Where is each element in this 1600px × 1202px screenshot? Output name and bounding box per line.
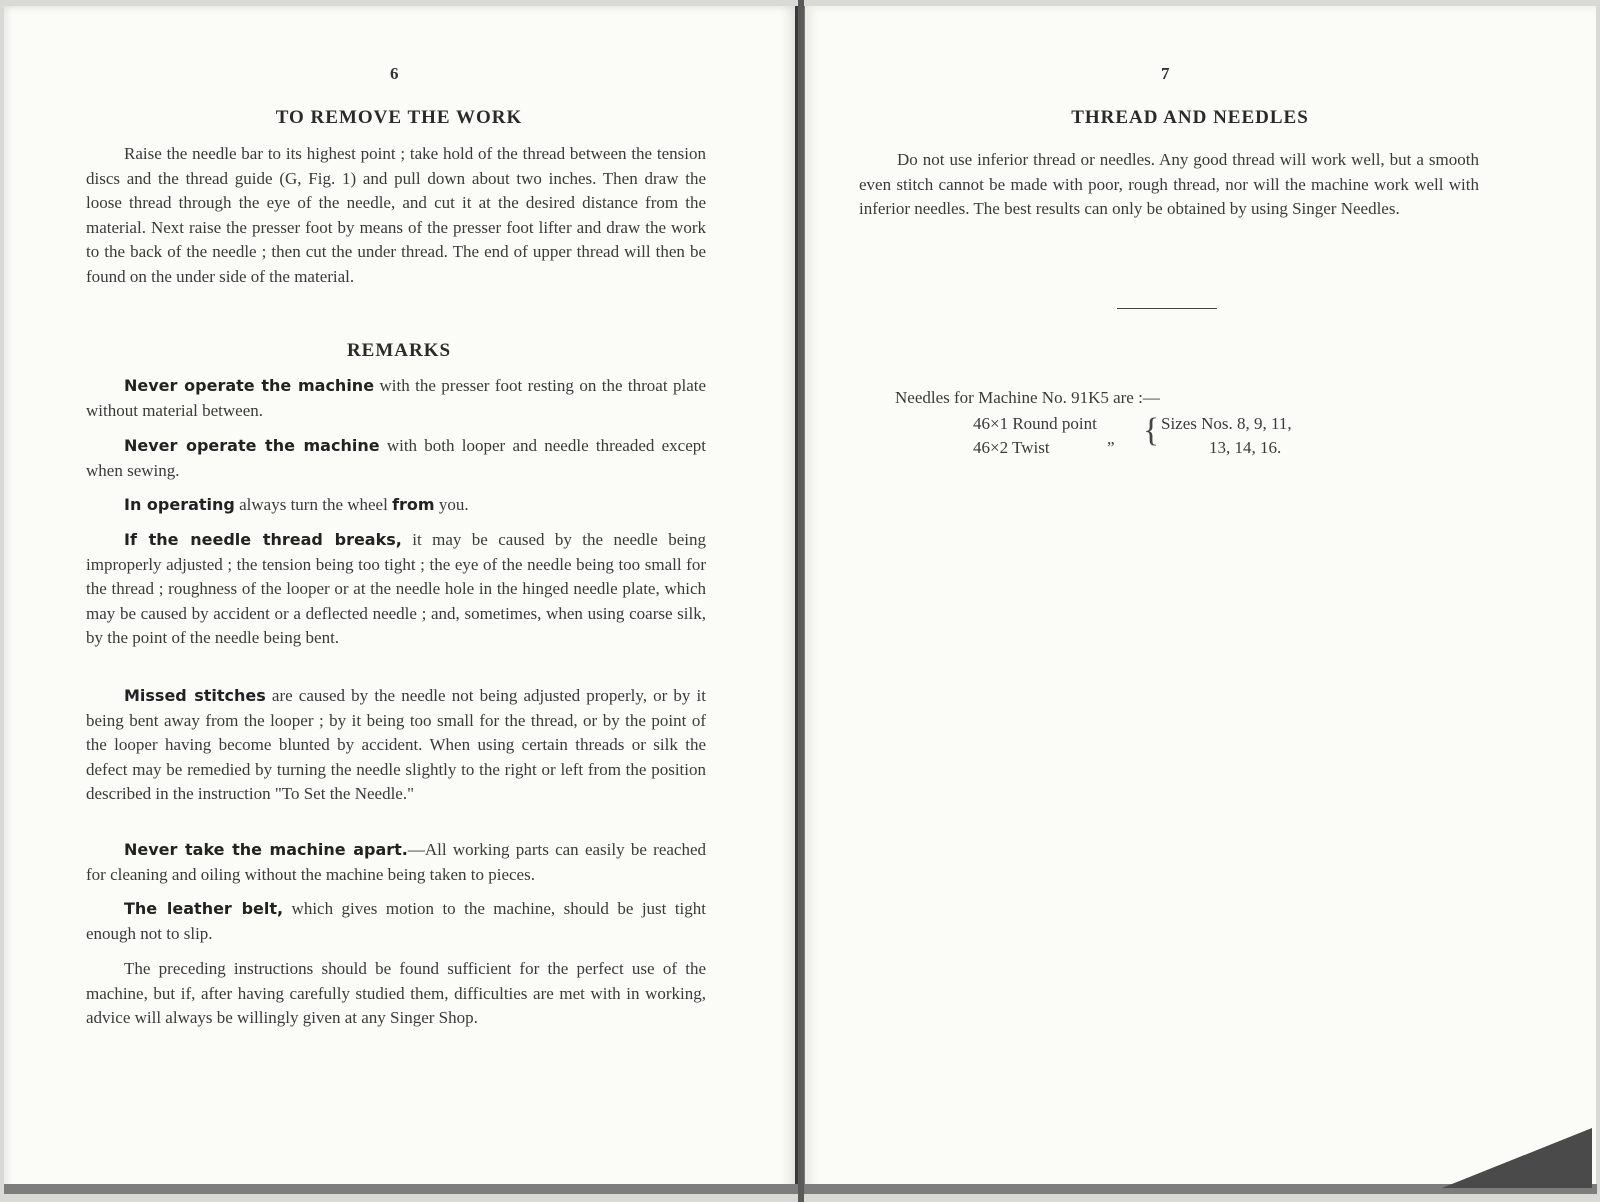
remark-text-3b: you. — [434, 495, 469, 514]
remark-lead-2: Never operate the machine — [124, 436, 380, 455]
remark-lead-1: Never operate the machine — [124, 376, 375, 395]
remark-text-4: it may be caused by the needle being improperly adjusted ; the tension being too tight ; the eye of the needle being too small for the thread ; roughness of the looper or at the needle hole in the hinged needle plate, which may be caused by accident or a deflected needle ; and, sometimes, when using coarse silk, by the point of the needle being bent. — [86, 530, 706, 647]
curly-brace-icon: { — [1143, 412, 1160, 449]
page-number-right: 7 — [1161, 64, 1170, 83]
remark-paragraph-4 — [86, 528, 706, 651]
remark-lead-7: The leather belt, — [124, 899, 284, 918]
left-page-bottom-edge — [4, 1184, 798, 1194]
remove-work-paragraph: Raise the needle bar to its highest point ; take hold of the thread between the tension discs and the thread guide (G, Fig. 1) and pull down about two inches. Then draw the loose thread through the eye of the needle, and cut it at the desired distance from the material. Next raise the presser foot by means of the presser foot lifter and draw the work to the back of the needle ; then cut the under thread. The end of upper thread will then be found on the under side of the material. — [86, 144, 706, 286]
remark-text-8: The preceding instructions should be found sufficient for the perfect use of the machine, but if, after having carefully studied them, difficulties are met with in working, advice will always be willingly given at any Singer Shop. — [86, 959, 706, 1027]
left-page — [4, 6, 798, 1194]
remark-paragraph-7 — [86, 897, 706, 946]
section-divider-rule — [1117, 308, 1217, 309]
remark-lead-4: If the needle thread breaks, — [124, 530, 402, 549]
remark-lead-5: Missed stitches — [124, 686, 266, 705]
remark-paragraph-3 — [86, 493, 706, 518]
needle-sizes-1: Sizes Nos. 8, 9, 11, — [1161, 414, 1292, 433]
remark-paragraph-1 — [86, 374, 706, 423]
heading-thread-and-needles: THREAD AND NEEDLES — [1071, 107, 1309, 128]
remark-text-5: are caused by the needle not being adjusted properly, or by it being bent away from the looper ; by it being too small for the thread, or by the point of the looper having become blunted by accident. When using certain threads or silk the defect may be remedied by turning the needle slightly to the right or left from the position described in the instruction "To Set the Needle." — [86, 686, 707, 803]
needle-type-1: 46×1 Round point — [973, 414, 1097, 433]
remark-text-2: with both looper and needle threaded except when sewing. — [86, 436, 706, 480]
needle-type-2: 46×2 Twist — [973, 438, 1050, 457]
heading-remarks: REMARKS — [346, 340, 452, 361]
needle-sizes-2: 13, 14, 16. — [1209, 438, 1282, 457]
needles-intro: Needles for Machine No. 91K5 are :— — [895, 388, 1160, 407]
remark-lead-3: In operating — [124, 495, 235, 514]
remark-text-7: which gives motion to the machine, should be just tight enough not to slip. — [86, 899, 706, 943]
thread-needles-paragraph: Do not use inferior thread or needles. Any good thread will work well, but a smooth even stitch cannot be made with poor, rough thread, nor will the machine work well with inferior needles. The best results can only be obtained by using Singer Needles. — [859, 150, 1479, 218]
page-number-left: 6 — [390, 64, 399, 83]
remark-paragraph-2 — [86, 434, 706, 483]
ditto-mark: ” — [1107, 438, 1115, 457]
remark-lead-6: Never take the machine apart. — [124, 840, 408, 859]
page-corner-curl — [1442, 1128, 1592, 1188]
remark-text-6: —All working parts can easily be reached for cleaning and oiling without the machine being taken to pieces. — [86, 840, 707, 884]
remark-text-1: with the presser foot resting on the throat plate without material between. — [86, 376, 707, 420]
heading-to-remove-the-work: TO REMOVE THE WORK — [275, 107, 523, 128]
remark-lead-3b: from — [392, 495, 435, 514]
remark-text-3: always turn the wheel — [234, 495, 393, 514]
remark-paragraph-8 — [86, 957, 706, 1031]
right-page — [804, 6, 1596, 1194]
remark-paragraph-5 — [86, 684, 706, 807]
remark-paragraph-6 — [86, 838, 706, 887]
